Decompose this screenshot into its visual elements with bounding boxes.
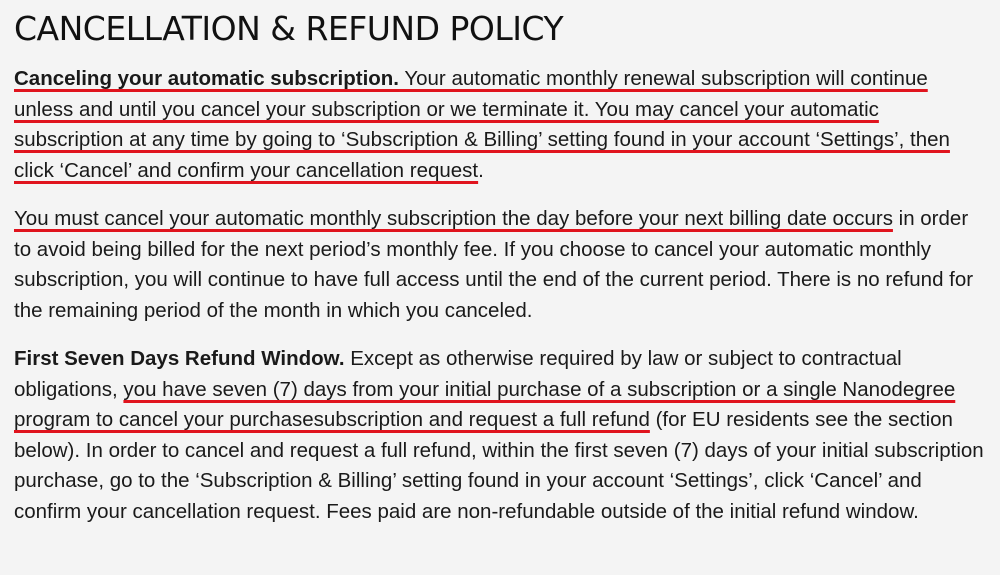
- paragraph-heading-refund-window: First Seven Days Refund Window.: [14, 347, 345, 370]
- paragraph-cancel-deadline: [14, 204, 986, 326]
- paragraph-refund-window: [14, 344, 986, 527]
- highlighted-text-deadline: You must cancel your automatic monthly subscription the day before your next billing date occurs: [14, 207, 893, 230]
- paragraph-heading-canceling: Canceling your automatic subscription.: [14, 67, 400, 90]
- highlighted-text-refund: you have seven (7) days from your initial purchase of a subscription or a single Nanodegree program to cancel your purchasesubscription and request a full refund: [14, 377, 956, 431]
- paragraph-text: Your automatic monthly renewal subscription will continue unless and until you cancel your subscription or we terminate it. You may cancel your automatic subscription at any time by going to ‘Subscription & Billing’ setting found in your account ‘Settings’, then click ‘Cancel’ and confirm your cancellation request: [14, 67, 950, 182]
- paragraph-text: (for EU residents see the section below). In order to cancel and request a full refund, within the first seven (7) days of your initial subscription purchase, go to the ‘Subscription & Billing’ setting found in your account ‘Settings’, click ‘Cancel’ and confirm your cancellation request. Fees paid are non-refundable outside of the initial refund window.: [14, 408, 984, 523]
- paragraph-text: Except as otherwise required by law or subject to contractual obligations,: [14, 347, 902, 401]
- paragraph-canceling-subscription: [14, 64, 986, 186]
- paragraph-text: .: [478, 158, 484, 182]
- page-title: CANCELLATION & REFUND POLICY: [14, 9, 564, 48]
- paragraph-text: in order to avoid being billed for the next period’s monthly fee. If you choose to cancel your automatic monthly subscription, you will continue to have full access until the end of the current period. There is no refund for the remaining period of the month in which you canceled.: [14, 207, 974, 322]
